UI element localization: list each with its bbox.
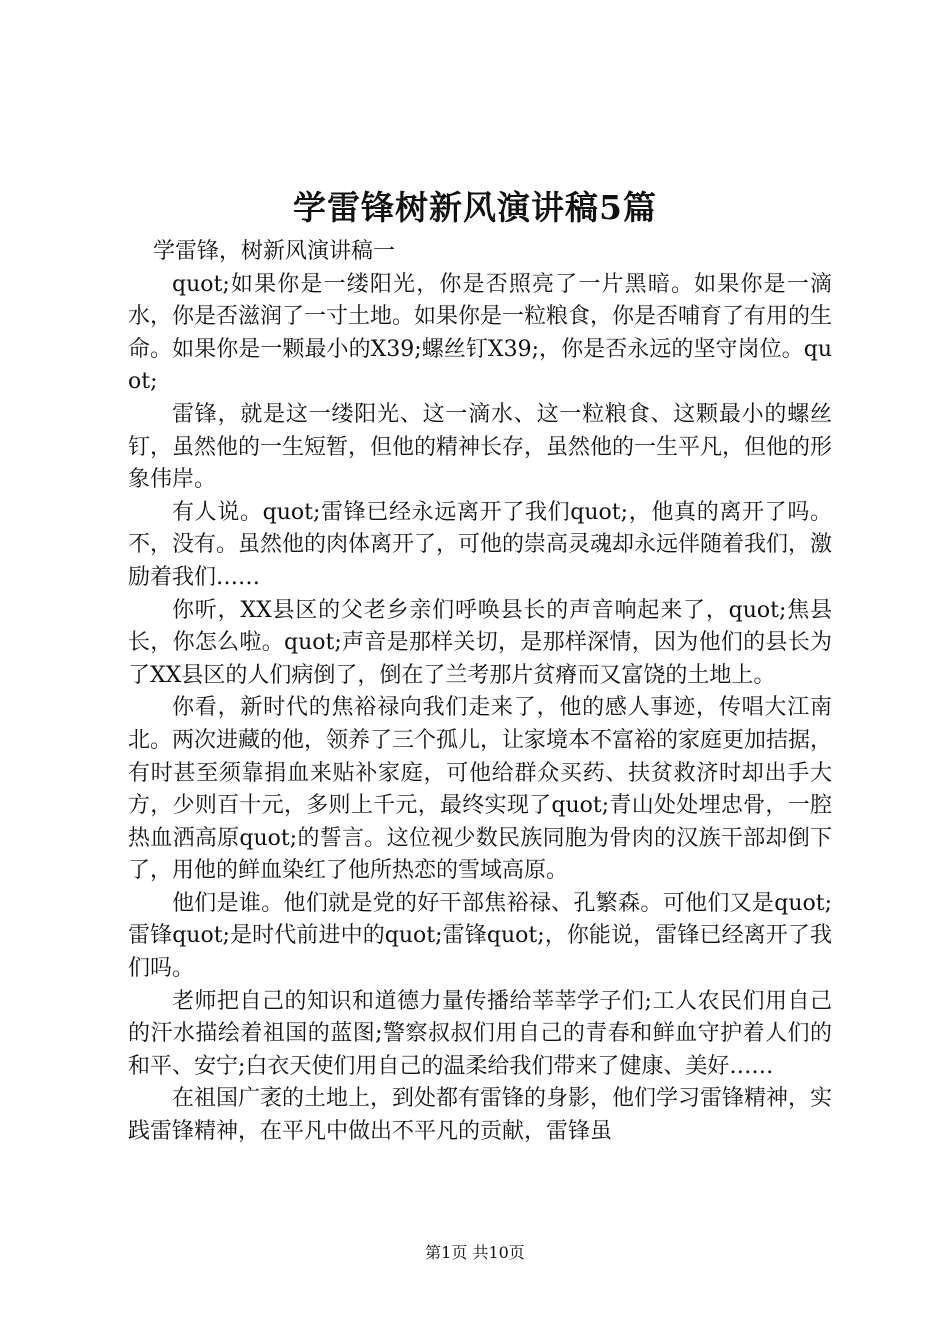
page-footer: 第1页 共10页 <box>425 1243 525 1262</box>
paragraph: quot;如果你是一缕阳光，你是否照亮了一片黑暗。如果你是一滴水，你是否滋润了一寸土地。如果你是一粒粮食，你是否哺育了有用的生命。如果你是一颗最小的X39;螺丝钉X39;，你是否永远的坚守岗位。quot; <box>128 271 833 395</box>
paragraph: 你看，新时代的焦裕禄向我们走来了，他的感人事迹，传唱大江南北。两次进藏的他，领养了三个孤儿，让家境本不富裕的家庭更加拮据，有时甚至须靠捐血来贴补家庭，可他给群众买药、扶贫救济时却出手大方，少则百十元，多则上千元，最终实现了quot;青山处处埋忠骨，一腔热血洒高原quot;的誓言。这位视少数民族同胞为骨肉的汉族干部却倒下了，用他的鲜血染红了他所热恋的雪域高原。 <box>128 695 833 884</box>
paragraph: 有人说。quot;雷锋已经永远离开了我们quot;，他真的离开了吗。不，没有。虽然他的肉体离开了，可他的崇高灵魂却永远伴随着我们，激励着我们…… <box>128 499 833 590</box>
document-body <box>128 236 832 1149</box>
section-heading: 学雷锋，树新风演讲稿一 <box>153 239 396 264</box>
paragraph: 雷锋，就是这一缕阳光、这一滴水、这一粒粮食、这颗最小的螺丝钉，虽然他的一生短暂，但他的精神长存，虽然他的一生平凡，但他的形象伟岸。 <box>128 401 833 493</box>
paragraph: 在祖国广袤的土地上，到处都有雷锋的身影，他们学习雷锋精神，实践雷锋精神，在平凡中做出不平凡的贡献，雷锋虽 <box>128 1086 833 1145</box>
document-title: 学雷锋树新风演讲稿5篇 <box>293 188 657 227</box>
paragraph: 他们是谁。他们就是党的好干部焦裕禄、孔繁森。可他们又是quot;雷锋quot;是时代前进中的quot;雷锋quot;，你能说，雷锋已经离开了我们吗。 <box>128 890 832 982</box>
paragraph: 老师把自己的知识和道德力量传播给莘莘学子们;工人农民们用自己的汗水描绘着祖国的蓝图;警察叔叔们用自己的青春和鲜血守护着人们的和平、安宁;白衣天使们用自己的温柔给我们带来了健康、美好…… <box>128 988 832 1079</box>
paragraph: 你听，XX县区的父老乡亲们呼唤县长的声音响起来了，quot;焦县长，你怎么啦。quot;声音是那样关切，是那样深情，因为他们的县长为了XX县区的人们病倒了，倒在了兰考那片贫瘠而又富饶的土地上。 <box>128 597 832 688</box>
